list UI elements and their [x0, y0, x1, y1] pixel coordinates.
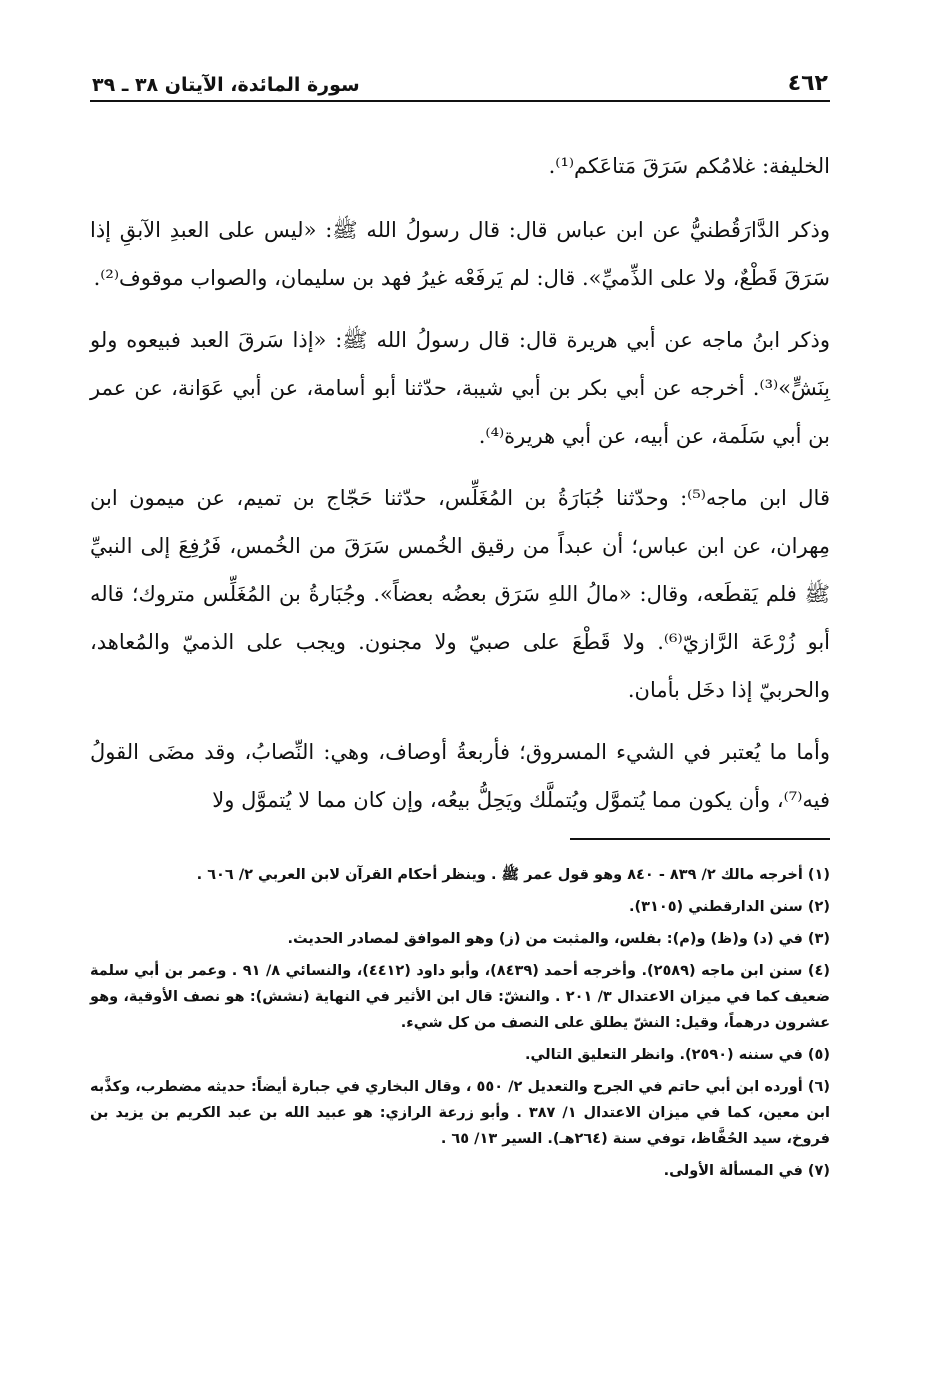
paragraph: الخليفة: غلامُكم سَرَقَ مَتاعَكم⁽¹⁾.	[548, 154, 830, 178]
main-text	[90, 142, 830, 824]
paragraph: وذكر ابنُ ماجه عن أبي هريرة قال: قال رسولُ الله ﷺ: «إذا سَرقَ العبد فبيعوه ولو بِنَشٍّ»⁽³⁾. أخرجه عن أبي بكر بن أبي شيبة، حدّثنا أبو أسامة، عن أبي عَوَانة، عن عمر بن أبي سَلَمة، عن أبيه، عن أبي هريرة⁽⁴⁾.	[90, 328, 830, 448]
footnote: (٢) سنن الدارقطني (٣١٠٥).	[629, 899, 830, 915]
footnote: (٤) سنن ابن ماجه (٢٥٨٩). وأخرجه أحمد (٨٤٣٩)، وأبو داود (٤٤١٢)، والنسائي ٨/ ٩١ . وعمر بن أبي سلمة ضعيف كما في ميزان الاعتدال ٣/ ٢٠١ . والنشّ: قال ابن الأثير في النهاية (نشش): هو نصف الأوقية، وهو عشرون درهماً، وقيل: النشّ يطلق على النصف من كل شيء.	[90, 963, 830, 1031]
footnotes	[90, 862, 830, 1184]
footnote: (٥) في سننه (٢٥٩٠). وانظر التعليق التالي.	[524, 1047, 830, 1063]
book-page	[90, 62, 830, 1190]
page-number: ٤٦٢	[787, 71, 828, 96]
footnote: (١) أخرجه مالك ٢/ ٨٣٩ - ٨٤٠ وهو قول عمر ﷺ . وينظر أحكام القرآن لابن العربي ٢/ ٦٠٦ .	[196, 867, 830, 883]
running-title: سورة المائدة، الآيتان ٣٨ ـ ٣٩	[92, 74, 360, 96]
footnote: (٦) أورده ابن أبي حاتم في الجرح والتعديل ٢/ ٥٥٠ ، وقال البخاري في جبارة أيضاً: حديثه مضطرب، وكذَّبه ابن معين، كما في ميزان الاعتدال ١/ ٣٨٧ . وأبو زرعة الرازي: هو عبيد الله بن عبد الكريم بن يزيد بن فروخ، سيد الحُفَّاظ، توفي سنة (٢٦٤هـ). السير ١٣/ ٦٥ .	[90, 1079, 830, 1147]
paragraph: وأما ما يُعتبر في الشيء المسروق؛ فأربعةُ أوصاف، وهي: النِّصابُ، وقد مضَى القولُ فيه⁽⁷⁾، وأن يكون مما يُتموَّل ويُتملَّك ويَحِلُّ بيعُه، وإن كان مما لا يُتموَّل ولا	[90, 740, 830, 812]
footnote: (٧) في المسألة الأولى.	[663, 1163, 830, 1179]
footnote: (٣) في (د) و(ظ) و(م): بفلس، والمثبت من (ز) وهو الموافق لمصادر الحديث.	[287, 931, 830, 947]
page-header	[90, 62, 830, 102]
footnote-divider	[570, 838, 830, 840]
paragraph: وذكر الدَّارَقُطنيُّ عن ابن عباس قال: قال رسولُ الله ﷺ: «ليس على العبدِ الآبقِ إذا سَرَقَ قَطْعٌ، ولا على الذِّميِّ». قال: لم يَرفَعْه غيرُ فهد بن سليمان، والصواب موقوف⁽²⁾.	[90, 218, 830, 290]
paragraph: قال ابن ماجه⁽⁵⁾: وحدّثنا جُبَارَةُ بن المُغَلِّس، حدّثنا حَجّاج بن تميم، عن ميمون ابن مِهران، عن ابن عباس؛ أن عبداً من رقيق الخُمس سَرَقَ من الخُمس، فَرُفِعَ إلى النبيِّ ﷺ فلم يَقطَعه، وقال: «مالُ اللهِ سَرَق بعضُه بعضاً». وجُبَارةُ بن المُغَلِّس متروك؛ قاله أبو زُرْعَة الرَّازيّ⁽⁶⁾. ولا قَطْعَ على صبيّ ولا مجنون. ويجب على الذميّ والمُعاهد، والحربيّ إذا دخَل بأمان.	[90, 486, 830, 702]
